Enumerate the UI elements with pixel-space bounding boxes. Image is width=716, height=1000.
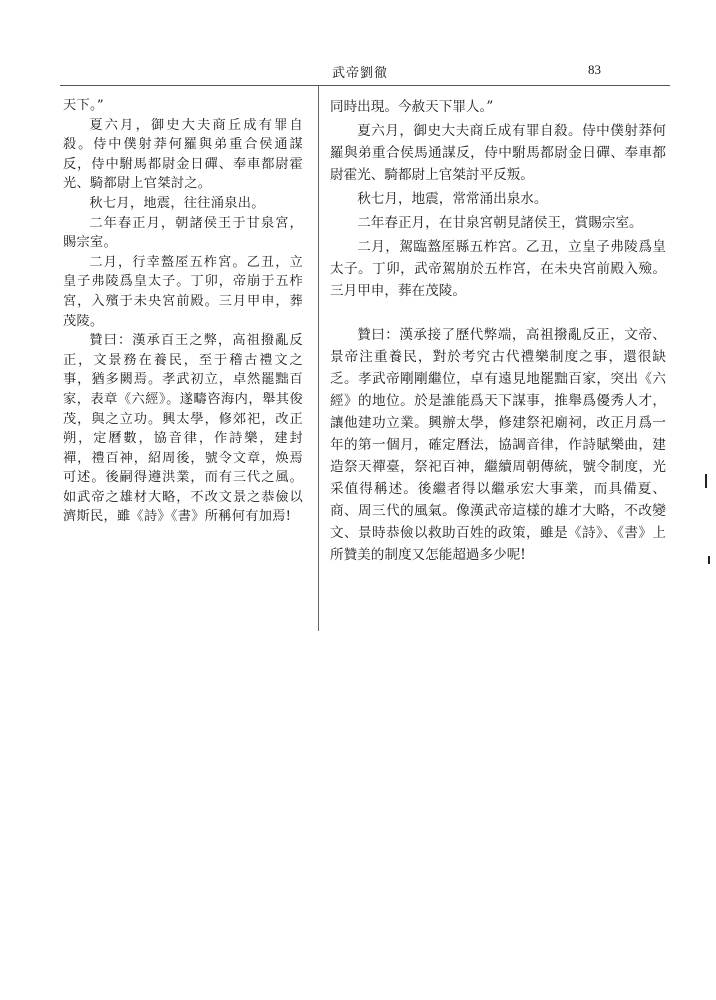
page-number: 83 [588,62,601,77]
running-header-title: 武帝劉徹 [331,66,388,81]
translation-paragraph: 夏六月，御史大夫商丘成有罪自殺。侍中僕射莽何羅與弟重合侯馬通謀反，侍中駙馬都尉金日磾、奉車都尉霍光、騎都尉上官桀討平反叛。 [330,123,666,183]
translation-paragraph: 同時出現。今赦天下罪人。” [330,99,494,115]
translation-paragraph: 贊曰：漢承接了歷代弊端，高祖撥亂反正，文帝、景帝注重養民，對於考究古代禮樂制度之事，還很缺乏。孝武帝剛剛繼位，卓有遠見地罷黜百家，突出《六經》的地位。於是誰能爲天下謀事，推舉爲優秀人才，讓他建功立業。興辦太學，修建祭祀廟祠，改正月爲一年的第一個月，確定曆法，協調音律，作詩賦樂曲，建造祭天禪臺，祭祀百神，繼續周朝傳統，號令制度，光采值得稱述。後繼者得以繼承宏大事業，而具備夏、商、周三代的風氣。像漢武帝這樣的雄才大略，不改變文、景時恭儉以救助百姓的政策，雖是《詩》、《書》上所贊美的制度又怎能超過多少呢! [330,327,666,563]
classical-paragraph: 二年春正月，朝諸侯王于甘泉宮，賜宗室。 [63,215,303,251]
classical-paragraph: 秋七月，地震，往往涌泉出。 [89,195,265,211]
translation-paragraph: 二年春正月，在甘泉宮朝見諸侯王，賞賜宗室。 [357,215,643,231]
classical-paragraph: 二月，行幸盩厔五柞宮。乙丑，立皇子弗陵爲皇太子。丁卯，帝崩于五柞宮，入殯于未央宮前殿。三月甲申，葬茂陵。 [63,254,303,329]
translation-text-column [330,96,666,566]
scan-edge-mark [705,474,707,488]
classical-text-column [63,96,303,527]
classical-paragraph: 天下。” [63,98,104,113]
header-rule [60,85,670,86]
column-divider [318,86,319,631]
classical-paragraph: 贊曰：漢承百王之弊，高祖撥亂反正，文景務在養民，至于稽古禮文之事，猶多闕焉。孝武初立，卓然罷黜百家，表章《六經》。遂疇咨海内，舉其俊茂，與之立功。興太學，修郊祀，改正朔，定曆數，協音律，作詩樂，建封禪，禮百神，紹周後，號令文章，焕焉可述。後嗣得遵洪業，而有三代之風。如武帝之雄材大略，不改文景之恭儉以濟斯民，雖《詩》《書》所稱何有加焉! [63,333,303,525]
translation-paragraph: 秋七月，地震，常常涌出泉水。 [357,191,548,207]
classical-paragraph: 夏六月，御史大夫商丘成有罪自殺。侍中僕射莽何羅與弟重合侯通謀反，侍中駙馬都尉金日磾、奉車都尉霍光、騎都尉上官桀討之。 [63,117,303,192]
scan-edge-mark [708,556,710,564]
translation-paragraph: 二月，駕臨盩厔縣五柞宮。乙丑，立皇子弗陵爲皇太子。丁卯，武帝駕崩於五柞宮，在未央宮前殿入殮。三月甲申，葬在茂陵。 [330,239,666,299]
